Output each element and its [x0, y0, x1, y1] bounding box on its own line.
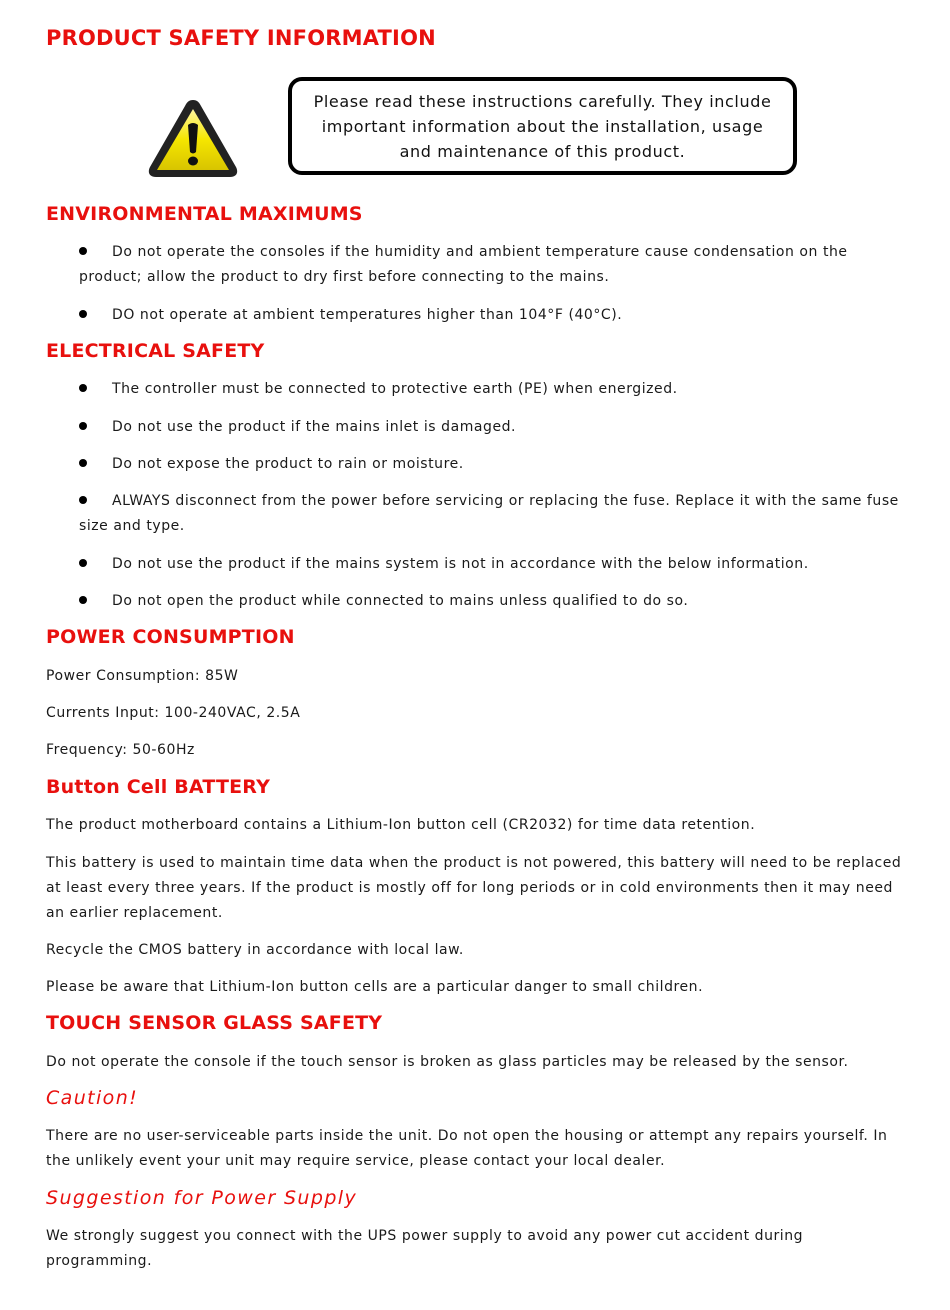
- frequency-line: Frequency: 50-60Hz: [46, 742, 195, 758]
- heading-suggestion: Suggestion for Power Supply: [46, 1187, 358, 1209]
- notice-text: Please read these instructions carefully. They include important information about the installation, usage and maintenance of this product.: [313, 91, 772, 161]
- list-item: Do not use the product if the mains system is not in accordance with the below information.: [79, 552, 905, 577]
- bullet-icon: [79, 384, 87, 392]
- suggestion-text: We strongly suggest you connect with the UPS power supply to avoid any power cut accident during programming.: [46, 1228, 804, 1269]
- heading-power: POWER CONSUMPTION: [46, 626, 295, 648]
- warning-triangle-icon: [146, 97, 240, 179]
- list-item: Do not use the product if the mains inlet is damaged.: [79, 415, 905, 440]
- heading-electrical: ELECTRICAL SAFETY: [46, 340, 265, 362]
- page-title: PRODUCT SAFETY INFORMATION: [46, 26, 436, 50]
- heading-environmental: ENVIRONMENTAL MAXIMUMS: [46, 203, 363, 225]
- heading-caution: Caution!: [46, 1087, 139, 1109]
- list-item: Do not expose the product to rain or moisture.: [79, 452, 905, 477]
- bullet-icon: [79, 496, 87, 504]
- current-input-line: Currents Input: 100-240VAC, 2.5A: [46, 705, 301, 721]
- touch-sensor-text: Do not operate the console if the touch sensor is broken as glass particles may be released by the sensor.: [46, 1054, 849, 1070]
- list-item: Do not open the product while connected to mains unless qualified to do so.: [79, 589, 905, 614]
- battery-paragraph: Please be aware that Lithium-Ion button cells are a particular danger to small children.: [46, 979, 704, 995]
- caution-text: There are no user-serviceable parts inside the unit. Do not open the housing or attempt any repairs yourself. In the unlikely event your unit may require service, please contact your local dealer.: [46, 1128, 888, 1169]
- list-item: DO not operate at ambient temperatures higher than 104°F (40°C).: [79, 303, 905, 328]
- bullet-icon: [79, 459, 87, 467]
- heading-battery: Button Cell BATTERY: [46, 776, 271, 798]
- bullet-icon: [79, 310, 87, 318]
- battery-paragraph: The product motherboard contains a Lithium-Ion button cell (CR2032) for time data retention.: [46, 817, 756, 833]
- bullet-icon: [79, 247, 87, 255]
- heading-touch-sensor: TOUCH SENSOR GLASS SAFETY: [46, 1012, 383, 1034]
- instructions-notice: [288, 77, 797, 175]
- battery-paragraph: Recycle the CMOS battery in accordance with local law.: [46, 942, 464, 958]
- bullet-icon: [79, 596, 87, 604]
- list-item: The controller must be connected to protective earth (PE) when energized.: [79, 377, 905, 402]
- list-item: Do not operate the consoles if the humidity and ambient temperature cause condensation on the product; allow the product to dry first before connecting to the mains.: [79, 244, 848, 285]
- bullet-icon: [79, 422, 87, 430]
- list-item: ALWAYS disconnect from the power before servicing or replacing the fuse. Replace it with the same fuse size and type.: [79, 493, 899, 534]
- bullet-icon: [79, 559, 87, 567]
- power-consumption-line: Power Consumption: 85W: [46, 668, 239, 684]
- battery-paragraph: This battery is used to maintain time data when the product is not powered, this battery will need to be replaced at least every three years. If the product is mostly off for long periods or in cold environments then it may need an earlier replacement.: [46, 855, 902, 921]
